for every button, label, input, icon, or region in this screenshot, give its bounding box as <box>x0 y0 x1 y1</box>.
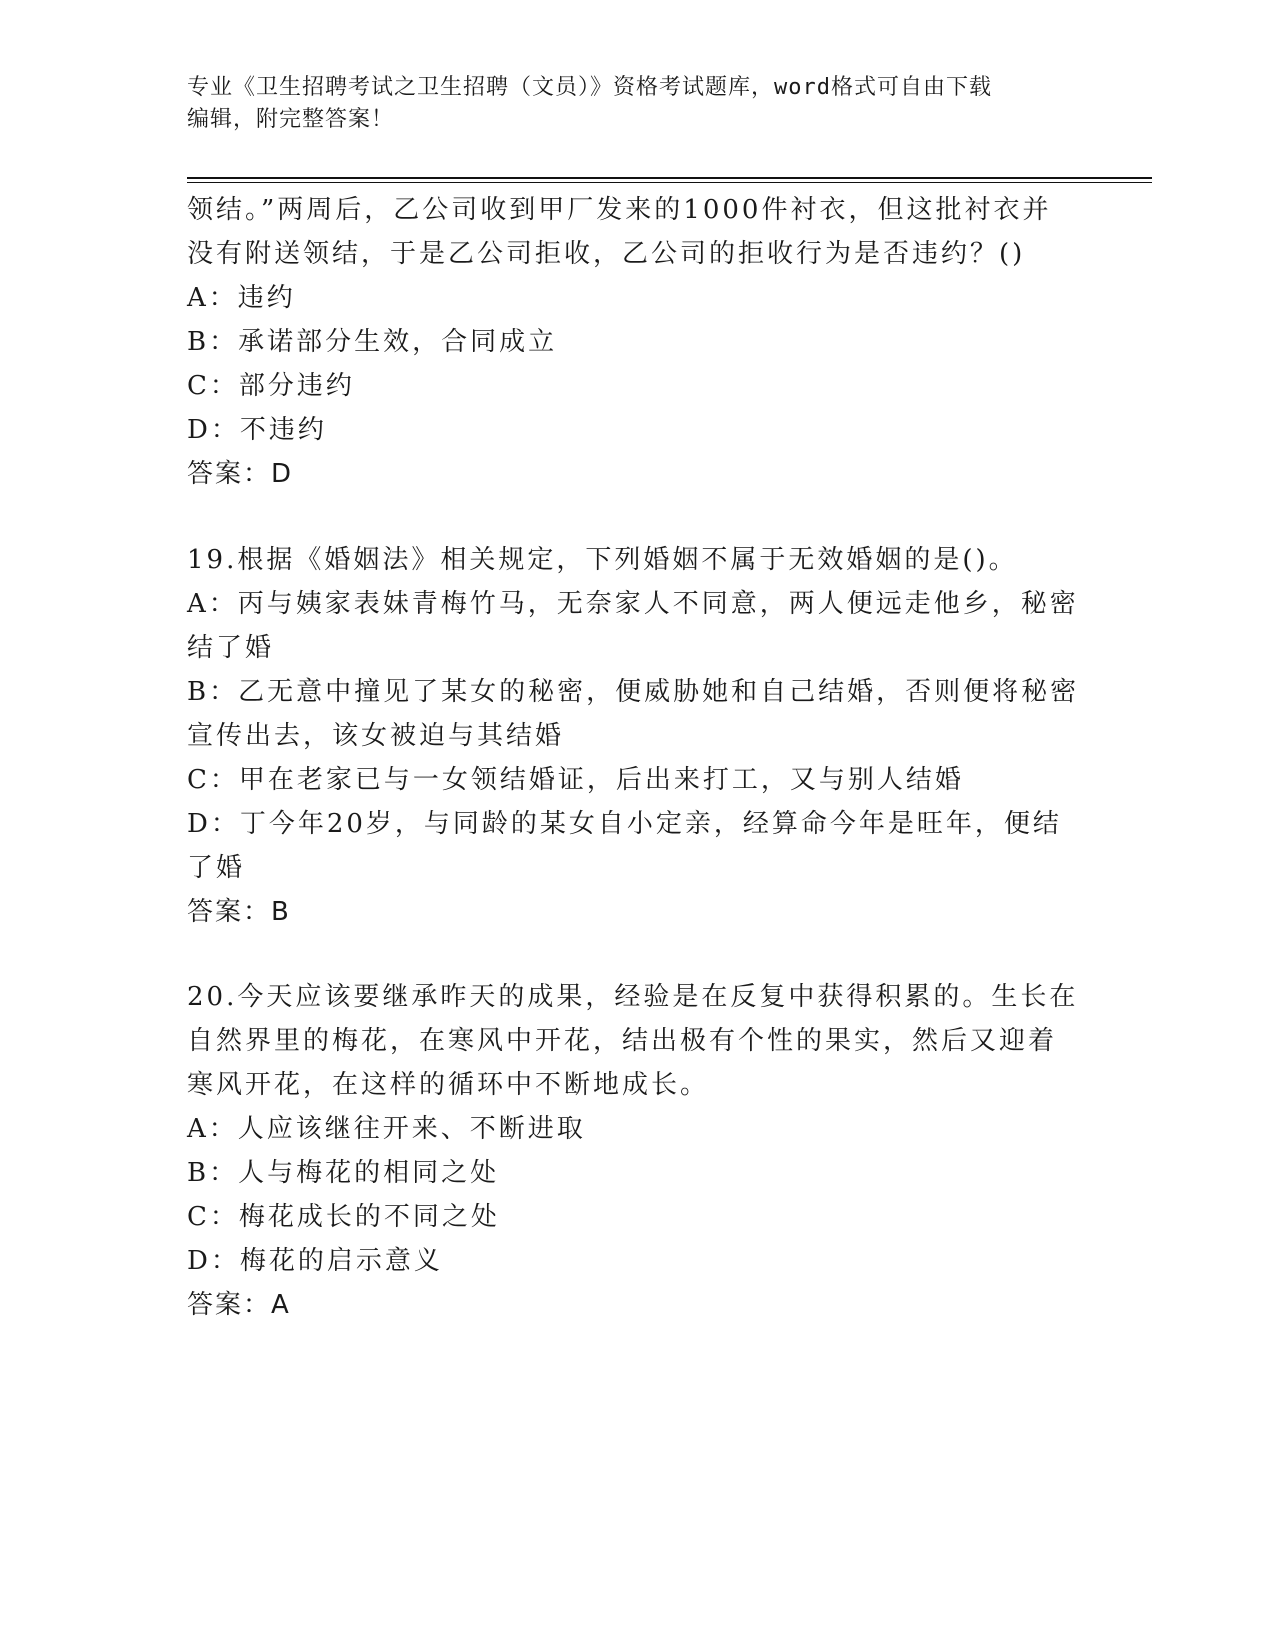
q19-answer: 答案：B <box>187 897 291 927</box>
q20-option-c: C：梅花成长的不同之处 <box>187 1202 500 1232</box>
q19-option-a-line-1: A：丙与姨家表妹青梅竹马，无奈家人不同意，两人便远走他乡，秘密 <box>187 589 1079 619</box>
q19-option-d-line-2: 了婚 <box>187 853 246 883</box>
q20-option-d: D：梅花的启示意义 <box>187 1246 443 1276</box>
q18-answer: 答案：D <box>187 459 294 489</box>
q18-option-a: A：违约 <box>187 283 296 313</box>
q19-stem: 19.根据《婚姻法》相关规定，下列婚姻不属于无效婚姻的是()。 <box>187 545 1018 575</box>
q19-option-d-line-1: D：丁今年20岁，与同龄的某女自小定亲，经算命今年是旺年，便结 <box>187 809 1062 839</box>
q19-option-c: C：甲在老家已与一女领结婚证，后出来打工，又与别人结婚 <box>187 765 964 795</box>
page-header <box>187 72 1087 136</box>
header-line-1: 专业《卫生招聘考试之卫生招聘（文员）》资格考试题库，word格式可自由下载 <box>187 75 992 100</box>
header-divider-thick <box>187 177 1152 179</box>
q18-option-b: B：承诺部分生效，合同成立 <box>187 327 558 357</box>
q19-option-b-line-2: 宣传出去，该女被迫与其结婚 <box>187 721 565 751</box>
q19-option-b-line-1: B：乙无意中撞见了某女的秘密，便威胁她和自己结婚，否则便将秘密 <box>187 677 1080 707</box>
q18-option-d: D：不违约 <box>187 415 327 445</box>
q20-stem-line-2: 自然界里的梅花，在寒风中开花，结出极有个性的果实，然后又迎着 <box>187 1026 1058 1056</box>
q18-stem-line-2: 没有附送领结，于是乙公司拒收，乙公司的拒收行为是否违约？() <box>187 239 1026 269</box>
q20-option-a: A：人应该继往开来、不断进取 <box>187 1114 586 1144</box>
q18-stem-line-1: 领结。”两周后，乙公司收到甲厂发来的1000件衬衣，但这批衬衣并 <box>187 195 1052 225</box>
q20-answer: 答案：A <box>187 1290 291 1320</box>
q20-stem-line-1: 20.今天应该要继承昨天的成果，经验是在反复中获得积累的。生长在 <box>187 982 1079 1012</box>
header-divider-thin <box>187 182 1152 183</box>
q18-option-c: C：部分违约 <box>187 371 355 401</box>
q19-option-a-line-2: 结了婚 <box>187 633 275 663</box>
q20-stem-line-3: 寒风开花，在这样的循环中不断地成长。 <box>187 1070 710 1100</box>
header-line-2: 编辑，附完整答案！ <box>187 107 395 132</box>
q20-option-b: B：人与梅花的相同之处 <box>187 1158 500 1188</box>
